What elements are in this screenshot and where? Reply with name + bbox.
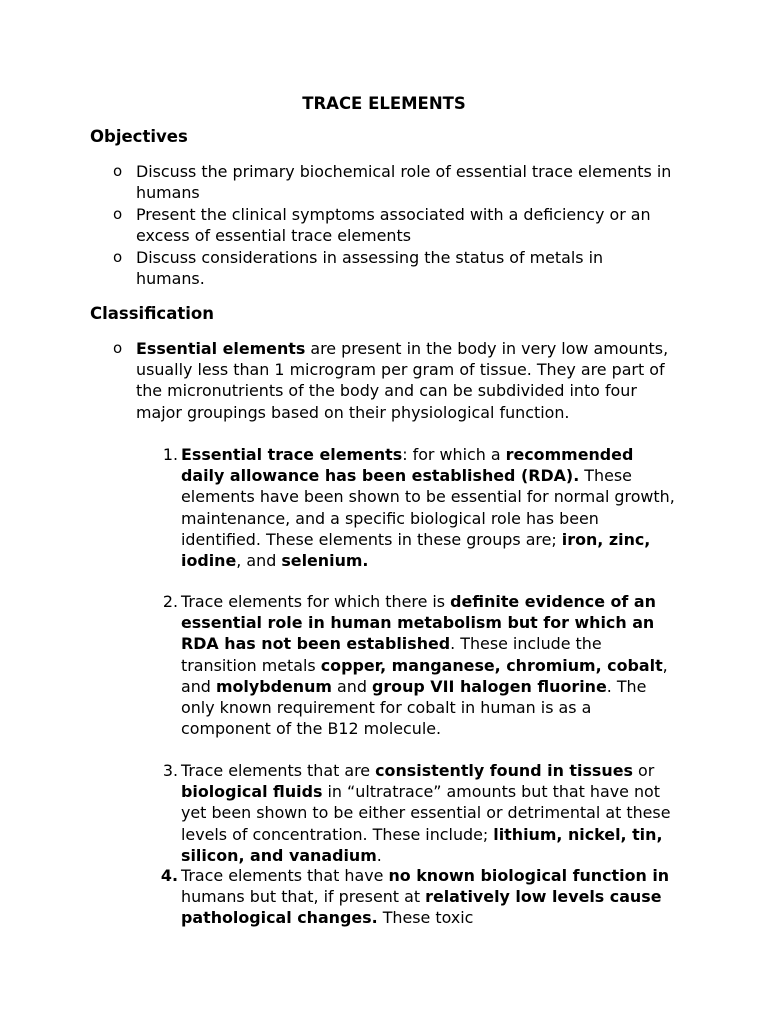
group-number: 2. bbox=[162, 592, 178, 611]
text-run: Trace elements that have bbox=[181, 866, 389, 885]
text-run: These elements have been shown to be essential for normal growth, maintenance, and a specific biological role has been identified. These elements in these groups are; bbox=[181, 466, 675, 549]
bullet-marker: o bbox=[113, 205, 123, 223]
text-run: Trace elements for which there is bbox=[181, 592, 451, 611]
text-run: Trace elements that are bbox=[181, 761, 376, 780]
text-run: and bbox=[331, 676, 372, 696]
text-run: . These include the transition metals bbox=[181, 634, 602, 675]
bold-term: recommended daily allowance has been established (RDA). bbox=[181, 445, 634, 486]
text-run: , and bbox=[236, 551, 282, 571]
bold-term: lithium, nickel, tin, silicon, and vanadium bbox=[181, 824, 663, 865]
text-run: These toxic bbox=[377, 908, 474, 928]
bold-term: relatively low levels cause pathological changes. bbox=[181, 887, 662, 928]
group-item bbox=[181, 444, 681, 571]
objective-item: Discuss the primary biochemical role of essential trace elements in humans bbox=[136, 162, 672, 203]
bold-term: copper, manganese, chromium, cobalt bbox=[320, 655, 663, 675]
objective-item: Present the clinical symptoms associated with a deficiency or an excess of essential trace elements bbox=[136, 205, 651, 246]
bold-term: group VII halogen fluorine bbox=[371, 676, 607, 696]
bold-term: Essential trace elements bbox=[181, 445, 403, 464]
text-run: or bbox=[632, 761, 655, 780]
bold-term: biological fluids bbox=[181, 782, 323, 802]
classification-heading: Classification bbox=[90, 304, 214, 323]
bold-term: selenium. bbox=[281, 551, 369, 571]
classification-intro bbox=[136, 338, 676, 423]
bullet-marker: o bbox=[113, 339, 123, 357]
bold-term: definite evidence of an essential role in human metabolism but for which an RDA has not been established bbox=[181, 592, 656, 654]
bold-term: consistently found in tissues bbox=[375, 761, 633, 780]
objectives-heading: Objectives bbox=[90, 127, 188, 146]
text-run: . bbox=[376, 845, 382, 865]
text-run: in “ultratrace” amounts but that have not yet been shown to be either essential or detrimental at these levels of concentration. These include; bbox=[181, 782, 671, 844]
text-run: . The only known requirement for cobalt in human is as a component of the B12 molecule. bbox=[181, 676, 647, 739]
group-item bbox=[181, 760, 681, 866]
bold-term: iron, zinc, iodine bbox=[181, 529, 651, 571]
group-number: 1. bbox=[162, 445, 178, 464]
text-run: humans but that, if present at bbox=[181, 887, 426, 907]
group-item bbox=[181, 865, 681, 929]
bullet-marker: o bbox=[113, 248, 123, 266]
group-number: 3. bbox=[162, 761, 178, 780]
text-run: : for which a bbox=[402, 445, 506, 464]
document-title: TRACE ELEMENTS bbox=[302, 94, 466, 113]
intro-text: are present in the body in very low amounts, usually less than 1 microgram per gram of tissue. They are part of the micronutrients of the body and can be subdivided into four major groupings based on their physiological function. bbox=[136, 339, 669, 422]
bold-term: molybdenum bbox=[215, 676, 332, 696]
bullet-marker: o bbox=[113, 162, 123, 180]
objective-item: Discuss considerations in assessing the status of metals in humans. bbox=[136, 248, 604, 289]
bold-term: no known biological function in bbox=[388, 866, 670, 885]
text-run: , and bbox=[181, 655, 668, 696]
group-number: 4. bbox=[160, 866, 178, 885]
group-item bbox=[181, 591, 681, 739]
intro-bold-term: Essential elements bbox=[136, 339, 306, 358]
